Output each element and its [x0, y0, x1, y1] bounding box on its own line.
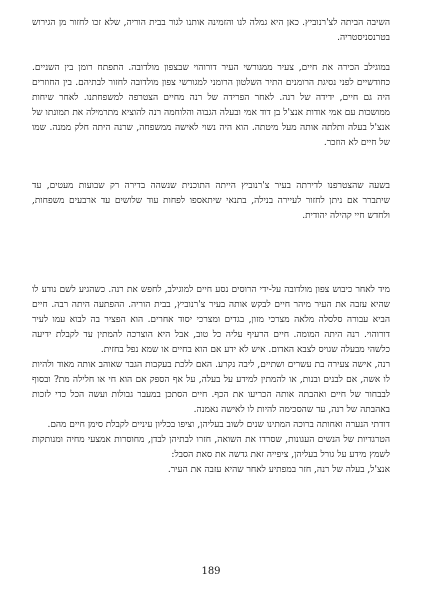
paragraph: השיבה הביתה לצ'רנוביץ. כאן היא גמלה לנו והזמינה אותנו לגור בבית הוריה, שלא זכו לחזור מן הגירוש בטרנסניסטריה.: [32, 18, 390, 43]
page-number: 189: [201, 566, 221, 577]
text-section-1: [32, 16, 390, 46]
paragraph: במוגילב הכירה את חיים, צעיר ממגורשי העיר דורוהוי שבצפון מולדובה. התפתח רומן בין השניים. כחודשיים לפני נסיגת הרומנים התיר השלטון הרומני למגורשי צפון מולדובה לחזור לבתיהם. בין החוזרים היה גם חיים, ידידה של רנה. לאחר הפרידה של רנה מחיים הצטרפה למשפחתנו. לאחר שיחות ממושכות עם אמי אודות אנצ'ל בן דוד אמי ובעלה הגבוה והלוחמה רנה להוציא מתרמילה את תמונתו של אנצ'ל בעלה ותלתה אותה מעל מיטתה. הוא היה נשוי לאישה ממשפחה, שרנה היתה חלק ממנה. שמו של חיים לא הוזכר.: [32, 63, 390, 148]
paragraph: רנה, אישה צעירה בת עשרים ושתיים, ליבה נקרע. האם ללכת בעקבות הגבר שאוהב אותה מאוד ולהיות לו אשה, אם לבנים ובנות, או להמתין למידע על בעלה, על אף הספק אם הוא חי או חלילה מת? ובסוף לבבחור של חיים ואהבתה אותה הכריעו את הכף. חיים הסתכן במעבר גבולות ועשה הכל כדי לזכות באהבתה של רנה, עד שהסכימה להיות לו לאישה נאמנה.: [32, 360, 390, 415]
text-section-4: [32, 283, 390, 478]
paragraph: בשעה שהצטרפנו לדירתה בעיר צ'רנוביץ הייתה התוכנית שנשהה בדירה רק שבועות מעטים, עד שיתברר אם ניתן לחזור לעיירה בנילה, בתנאי שיתאספו לפחות עוד שלושים עד ארבעים משפחות, ולחדש חיי קהילה יהודית.: [32, 181, 390, 221]
paragraph: מיד לאחר כיבוש צפון מולדובה על-ידי הרוסים נסע חיים למוגילב, לחפש את רנה. כשהגיע לשם נודע לו שהיא עזבה את העיר מיהר חיים לבקש אותה בעיר צ'רנוביץ, בבית הוריה. ההפתעה היתה רבה. חיים הביא עבורה סלסלה מלאה מצרכי מזון, בגדים ומצרכי יסוד אחרים. הוא הפציר בה לבוא עמו לעיר דורוהוי. רנה היתה המומה. חיים הרעיף עליה כל טוב, אבל היא הוצרכה להמתין עד לקבלת ידיעה כלשהי מבעלה שגויס לצבא האדום. איש לא ידע אם הוא בחיים או שמא נפל בחזית.: [32, 285, 390, 355]
text-section-3: [32, 179, 390, 224]
paragraph: אנצ'ל, בעלה של רנה, חזר במפתיע לאחר שהיא עזבה את העיר.: [167, 465, 390, 475]
paragraph: הטרגדיות של הנשים העגונות, שסרדו את השואה, חזרו לבתיהן לבדן, מחוסרות אמצעי מחיה ומנותקות לשמץ מידע על גורל בעליהן, ציפייה זאת גדשה את סאת הסבל:: [32, 435, 390, 460]
paragraph: דודתי הנערה ואחותה ברוכה המתינו שנים לשוב בעליהן, וציפו בכליון עיניים לקבלת סימן חיים מהם.: [47, 420, 390, 430]
text-section-2: [32, 61, 390, 151]
